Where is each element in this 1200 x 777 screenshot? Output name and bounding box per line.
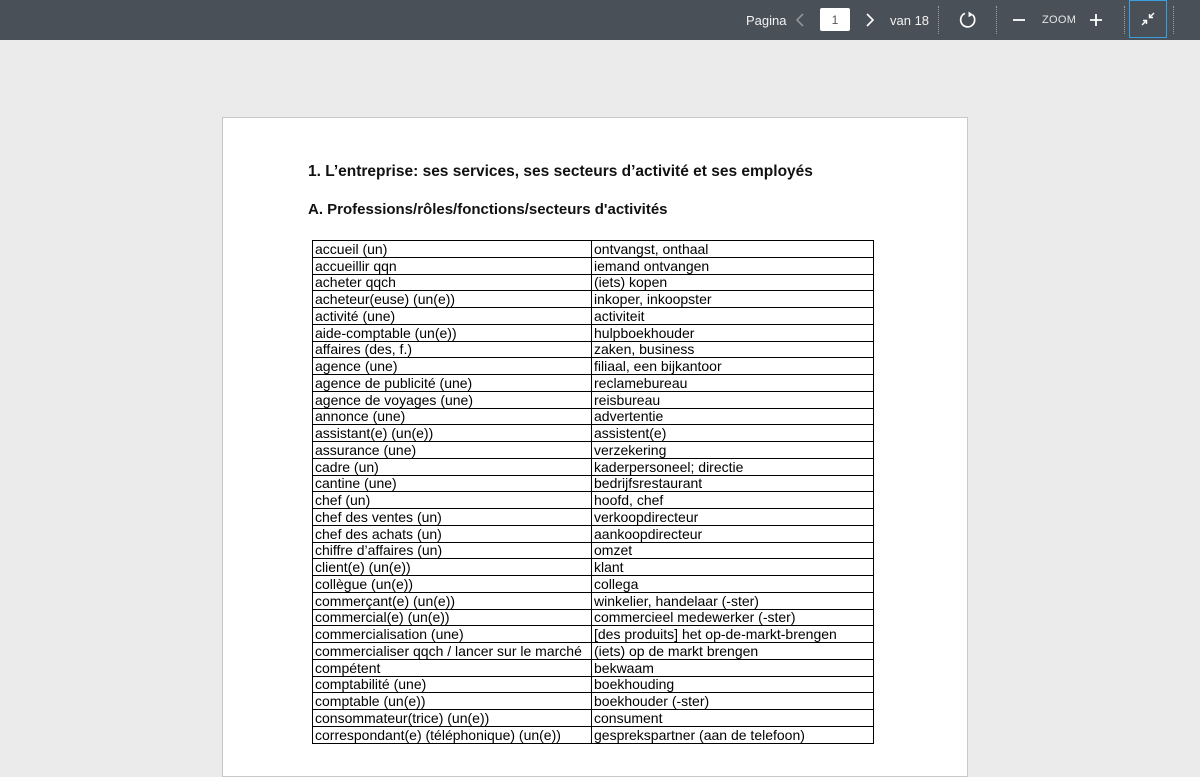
french-term-cell: chef (un) bbox=[313, 492, 592, 509]
pdf-toolbar bbox=[0, 0, 1200, 40]
dutch-translation-cell: kaderpersoneel; directie bbox=[592, 458, 874, 475]
french-term-cell: comptable (un(e)) bbox=[313, 693, 592, 710]
dutch-translation-cell: hulpboekhouder bbox=[592, 324, 874, 341]
toolbar-divider bbox=[1124, 6, 1125, 34]
dutch-translation-cell: verkoopdirecteur bbox=[592, 509, 874, 526]
table-row bbox=[313, 308, 874, 325]
toolbar-divider bbox=[996, 6, 997, 34]
french-term-cell: collègue (un(e)) bbox=[313, 576, 592, 593]
dutch-translation-cell: aankoopdirecteur bbox=[592, 525, 874, 542]
french-term-cell: chef des achats (un) bbox=[313, 525, 592, 542]
french-term-cell: client(e) (un(e)) bbox=[313, 559, 592, 576]
french-term-cell: commerçant(e) (un(e)) bbox=[313, 592, 592, 609]
french-term-cell: cadre (un) bbox=[313, 458, 592, 475]
page-label: Pagina bbox=[746, 12, 787, 28]
subsection-heading: A. Professions/rôles/fonctions/secteurs d'activités bbox=[308, 201, 668, 218]
zoom-label: ZOOM bbox=[1042, 14, 1077, 26]
section-heading: 1. L’entreprise: ses services, ses secteurs d’activité et ses employés bbox=[308, 163, 813, 180]
table-row bbox=[313, 726, 874, 743]
french-term-cell: assistant(e) (un(e)) bbox=[313, 425, 592, 442]
zoom-out-button[interactable] bbox=[1012, 0, 1026, 40]
french-term-cell: chef des ventes (un) bbox=[313, 509, 592, 526]
dutch-translation-cell: (iets) kopen bbox=[592, 274, 874, 291]
dutch-translation-cell: omzet bbox=[592, 542, 874, 559]
table-row bbox=[313, 576, 874, 593]
dutch-translation-cell: winkelier, handelaar (-ster) bbox=[592, 592, 874, 609]
french-term-cell: annonce (une) bbox=[313, 408, 592, 425]
rotate-button[interactable] bbox=[958, 0, 978, 40]
dutch-translation-cell: reisbureau bbox=[592, 391, 874, 408]
next-page-button[interactable] bbox=[864, 0, 876, 40]
table-row bbox=[313, 643, 874, 660]
dutch-translation-cell: advertentie bbox=[592, 408, 874, 425]
minus-icon bbox=[1012, 13, 1026, 27]
dutch-translation-cell: boekhouder (-ster) bbox=[592, 693, 874, 710]
table-row bbox=[313, 291, 874, 308]
previous-page-button[interactable] bbox=[794, 0, 806, 40]
document-page bbox=[222, 117, 968, 777]
table-row bbox=[313, 492, 874, 509]
dutch-translation-cell: hoofd, chef bbox=[592, 492, 874, 509]
zoom-in-button[interactable] bbox=[1089, 0, 1103, 40]
french-term-cell: comptabilité (une) bbox=[313, 676, 592, 693]
table-row bbox=[313, 358, 874, 375]
table-row bbox=[313, 509, 874, 526]
exit-fullscreen-button[interactable] bbox=[1129, 0, 1167, 38]
table-row bbox=[313, 659, 874, 676]
table-row bbox=[313, 375, 874, 392]
dutch-translation-cell: ontvangst, onthaal bbox=[592, 241, 874, 258]
french-term-cell: accueillir qqn bbox=[313, 257, 592, 274]
french-term-cell: commercialisation (une) bbox=[313, 626, 592, 643]
french-term-cell: agence de publicité (une) bbox=[313, 375, 592, 392]
table-row bbox=[313, 442, 874, 459]
dutch-translation-cell: iemand ontvangen bbox=[592, 257, 874, 274]
table-row bbox=[313, 241, 874, 258]
dutch-translation-cell: [des produits] het op-de-markt-brengen bbox=[592, 626, 874, 643]
dutch-translation-cell: collega bbox=[592, 576, 874, 593]
table-row bbox=[313, 425, 874, 442]
table-row bbox=[313, 458, 874, 475]
dutch-translation-cell: activiteit bbox=[592, 308, 874, 325]
table-row bbox=[313, 592, 874, 609]
dutch-translation-cell: bekwaam bbox=[592, 659, 874, 676]
table-row bbox=[313, 693, 874, 710]
dutch-translation-cell: commercieel medewerker (-ster) bbox=[592, 609, 874, 626]
french-term-cell: agence (une) bbox=[313, 358, 592, 375]
chevron-right-icon bbox=[864, 12, 876, 28]
table-row bbox=[313, 341, 874, 358]
french-term-cell: cantine (une) bbox=[313, 475, 592, 492]
french-term-cell: affaires (des, f.) bbox=[313, 341, 592, 358]
table-row bbox=[313, 391, 874, 408]
dutch-translation-cell: klant bbox=[592, 559, 874, 576]
table-row bbox=[313, 257, 874, 274]
table-row bbox=[313, 609, 874, 626]
plus-icon bbox=[1089, 13, 1103, 27]
dutch-translation-cell: zaken, business bbox=[592, 341, 874, 358]
table-row bbox=[313, 274, 874, 291]
dutch-translation-cell: gesprekspartner (aan de telefoon) bbox=[592, 726, 874, 743]
page-number-input[interactable] bbox=[820, 8, 850, 31]
table-row bbox=[313, 324, 874, 341]
french-term-cell: aide-comptable (un(e)) bbox=[313, 324, 592, 341]
table-row bbox=[313, 475, 874, 492]
toolbar-divider bbox=[1173, 6, 1174, 34]
dutch-translation-cell: verzekering bbox=[592, 442, 874, 459]
table-row bbox=[313, 542, 874, 559]
french-term-cell: agence de voyages (une) bbox=[313, 391, 592, 408]
table-row bbox=[313, 525, 874, 542]
dutch-translation-cell: assistent(e) bbox=[592, 425, 874, 442]
table-row bbox=[313, 626, 874, 643]
table-row bbox=[313, 710, 874, 727]
table-row bbox=[313, 676, 874, 693]
french-term-cell: chiffre d’affaires (un) bbox=[313, 542, 592, 559]
dutch-translation-cell: (iets) op de markt brengen bbox=[592, 643, 874, 660]
collapse-icon bbox=[1140, 11, 1156, 27]
french-term-cell: compétent bbox=[313, 659, 592, 676]
dutch-translation-cell: bedrijfsrestaurant bbox=[592, 475, 874, 492]
table-row bbox=[313, 408, 874, 425]
french-term-cell: correspondant(e) (téléphonique) (un(e)) bbox=[313, 726, 592, 743]
french-term-cell: acheteur(euse) (un(e)) bbox=[313, 291, 592, 308]
vocabulary-table bbox=[312, 240, 874, 744]
dutch-translation-cell: inkoper, inkoopster bbox=[592, 291, 874, 308]
french-term-cell: activité (une) bbox=[313, 308, 592, 325]
french-term-cell: consommateur(trice) (un(e)) bbox=[313, 710, 592, 727]
toolbar-divider bbox=[938, 6, 939, 34]
french-term-cell: commercialiser qqch / lancer sur le marché bbox=[313, 643, 592, 660]
french-term-cell: acheter qqch bbox=[313, 274, 592, 291]
dutch-translation-cell: consument bbox=[592, 710, 874, 727]
rotate-icon bbox=[958, 10, 978, 30]
table-row bbox=[313, 559, 874, 576]
french-term-cell: accueil (un) bbox=[313, 241, 592, 258]
dutch-translation-cell: filiaal, een bijkantoor bbox=[592, 358, 874, 375]
french-term-cell: commercial(e) (un(e)) bbox=[313, 609, 592, 626]
dutch-translation-cell: boekhouding bbox=[592, 676, 874, 693]
chevron-left-icon bbox=[794, 12, 806, 28]
french-term-cell: assurance (une) bbox=[313, 442, 592, 459]
dutch-translation-cell: reclamebureau bbox=[592, 375, 874, 392]
page-count-label: van 18 bbox=[890, 12, 930, 28]
